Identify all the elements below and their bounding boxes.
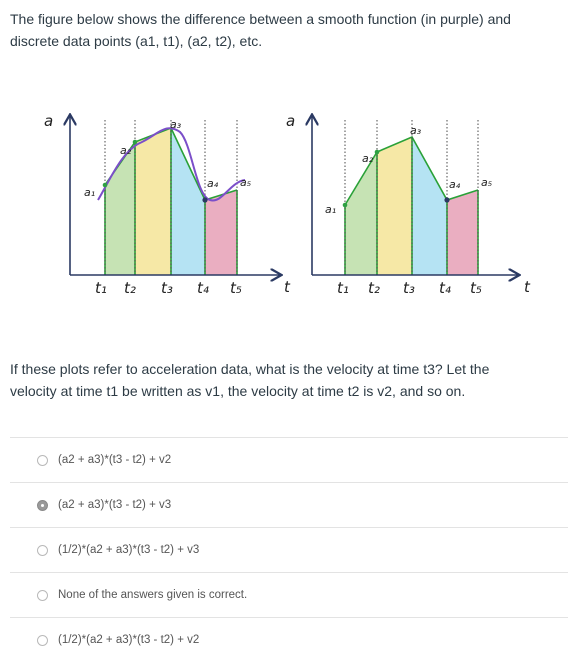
radio-unselected-icon[interactable] bbox=[37, 455, 48, 466]
left-label-t4: t₄ bbox=[197, 279, 209, 297]
left-label-a3: a₃ bbox=[170, 118, 182, 131]
left-slab-2 bbox=[135, 128, 171, 275]
left-point-a4 bbox=[202, 197, 207, 202]
right-point-a4 bbox=[444, 197, 449, 202]
intro-text bbox=[10, 8, 558, 52]
left-point-a1 bbox=[103, 183, 108, 188]
left-label-t1: t₁ bbox=[95, 279, 107, 297]
intro-line-2: discrete data points (a1, t1), (a2, t2), etc. bbox=[10, 33, 263, 49]
left-plot bbox=[44, 112, 291, 297]
answer-label: (a2 + a3)*(t3 - t2) + v2 bbox=[58, 454, 172, 466]
radio-unselected-icon[interactable] bbox=[37, 590, 48, 601]
right-label-a2: a₂ bbox=[362, 152, 374, 165]
answer-label: (a2 + a3)*(t3 - t2) + v3 bbox=[58, 499, 172, 511]
radio-selected-icon[interactable] bbox=[37, 500, 48, 511]
answer-option-2[interactable] bbox=[10, 482, 568, 527]
right-label-a1: a₁ bbox=[325, 203, 337, 216]
left-label-a2: a₂ bbox=[120, 144, 132, 157]
right-point-a2 bbox=[375, 150, 380, 155]
radio-unselected-icon[interactable] bbox=[37, 635, 48, 646]
answer-option-4[interactable] bbox=[10, 572, 568, 617]
answer-label: (1/2)*(a2 + a3)*(t3 - t2) + v3 bbox=[58, 544, 200, 556]
left-label-a4: a₄ bbox=[207, 177, 219, 190]
answer-option-5[interactable] bbox=[10, 617, 568, 662]
right-axis-y-label: a bbox=[286, 112, 296, 130]
answer-option-1[interactable] bbox=[10, 437, 568, 482]
left-axis-y-label: a bbox=[44, 112, 54, 130]
left-label-a5: a₅ bbox=[240, 176, 252, 189]
left-slab-4 bbox=[205, 190, 237, 275]
right-slab-3 bbox=[412, 137, 447, 275]
right-slab-2 bbox=[377, 137, 412, 275]
right-label-a5: a₅ bbox=[481, 176, 493, 189]
right-label-t1: t₁ bbox=[337, 279, 349, 297]
answer-label: (1/2)*(a2 + a3)*(t3 - t2) + v2 bbox=[58, 634, 200, 646]
answer-label: None of the answers given is correct. bbox=[58, 589, 248, 601]
question-text bbox=[10, 358, 558, 402]
right-label-a3: a₃ bbox=[410, 124, 422, 137]
left-axis-x-label: t bbox=[284, 278, 290, 296]
right-slab-1 bbox=[345, 152, 377, 275]
intro-line-1: The figure below shows the difference between a smooth function (in purple) and bbox=[10, 11, 511, 27]
right-label-t2: t₂ bbox=[368, 279, 380, 297]
right-label-t5: t₅ bbox=[470, 279, 482, 297]
answer-list bbox=[10, 437, 568, 662]
right-plot bbox=[286, 112, 531, 297]
left-point-a2 bbox=[133, 140, 138, 145]
right-label-a4: a₄ bbox=[449, 178, 461, 191]
answer-option-3[interactable] bbox=[10, 527, 568, 572]
left-label-a1: a₁ bbox=[84, 186, 96, 199]
right-label-t3: t₃ bbox=[403, 279, 415, 297]
left-label-t3: t₃ bbox=[161, 279, 173, 297]
right-label-t4: t₄ bbox=[439, 279, 451, 297]
right-slab-4 bbox=[447, 190, 478, 275]
left-label-t2: t₂ bbox=[124, 279, 136, 297]
question-line-2: velocity at time t1 be written as v1, the velocity at time t2 is v2, and so on. bbox=[10, 383, 466, 399]
radio-unselected-icon[interactable] bbox=[37, 545, 48, 556]
acceleration-figure bbox=[40, 100, 560, 300]
question-line-1: If these plots refer to acceleration data, what is the velocity at time t3? Let the bbox=[10, 361, 490, 377]
right-point-a1 bbox=[343, 203, 348, 208]
right-axis-x-label: t bbox=[524, 278, 530, 296]
left-label-t5: t₅ bbox=[230, 279, 242, 297]
